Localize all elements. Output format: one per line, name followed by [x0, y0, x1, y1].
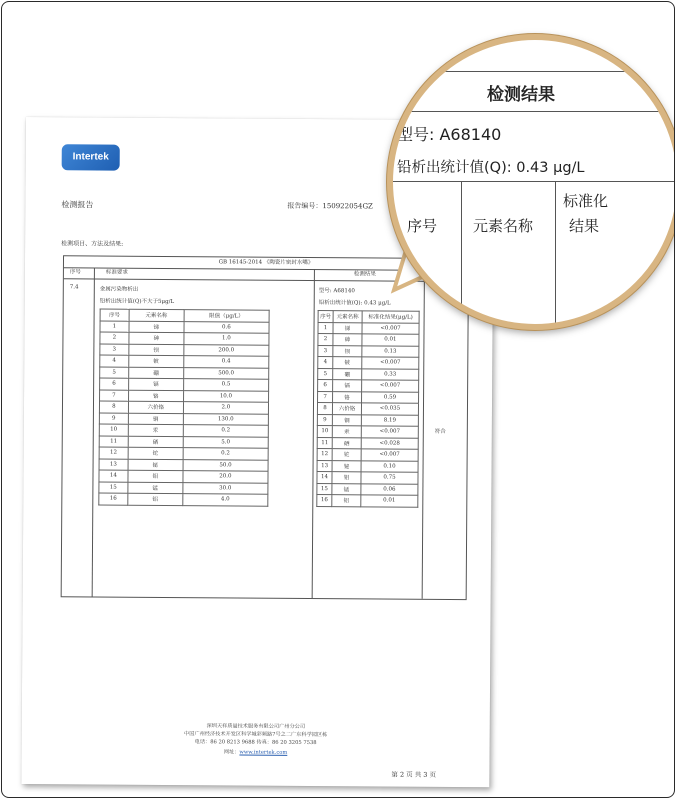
result-cell: 0.01	[361, 495, 418, 507]
result-cell: 铋	[332, 460, 361, 472]
limit-cell: 500.0	[183, 367, 268, 379]
header-seq: 序号	[69, 269, 81, 276]
mag-col-element: 元素名称	[473, 217, 534, 235]
result-cell: 13	[317, 460, 332, 472]
limit-cell: 镉	[128, 378, 183, 390]
limit-cell: 钡	[129, 344, 184, 356]
result-cell: 3	[318, 345, 333, 357]
result-cell: 2	[318, 334, 333, 346]
report-number: 报告编号：150922054GZ	[287, 201, 373, 211]
website-link[interactable]: www.intertek.com	[239, 749, 288, 756]
limit-cell: 0.6	[184, 321, 269, 333]
result-cell: 砷	[333, 334, 362, 346]
limit-cell: 硼	[128, 367, 183, 379]
result-cell: <0.007	[362, 380, 419, 392]
result-cell: 15	[317, 483, 332, 495]
result-cell: 0.75	[361, 472, 418, 484]
limit-cell: 砷	[129, 332, 184, 344]
item-name: 金属污染物析出	[99, 286, 139, 293]
mag-model: 型号: A68140	[397, 125, 502, 144]
limit-cell: 4.0	[183, 494, 268, 506]
limit-header-cell: 序号	[100, 309, 129, 321]
limit-cell: 0.2	[183, 425, 268, 437]
mag-title: 检测结果	[487, 85, 555, 105]
limit-cell: 锑	[129, 321, 184, 333]
mag-divider	[393, 181, 675, 182]
limit-cell: 六价铬	[128, 401, 183, 413]
result-cell: 9	[317, 414, 332, 426]
result-cell: <0.007	[361, 426, 418, 438]
result-header-cell: 标准化结果(μg/L)	[362, 311, 419, 323]
mag-lead-stat: 铅析出统计值(Q): 0.43 μg/L	[397, 160, 585, 176]
footer-company: 深圳天祥质量技术服务有限公司广州分公司	[206, 723, 306, 730]
result-cell: 8	[317, 403, 332, 415]
limit-cell: 10.0	[183, 390, 268, 402]
result-cell: 钡	[333, 345, 362, 357]
limit-cell: 3	[100, 344, 129, 356]
mag-col-result-a: 标准化	[563, 192, 609, 210]
result-cell: 0.10	[361, 460, 418, 472]
header-result: 检测结果	[353, 271, 376, 278]
limit-cell: 7	[100, 390, 129, 402]
result-cell: 10	[317, 426, 332, 438]
result-cell: 镉	[333, 380, 362, 392]
result-cell: 0.13	[362, 345, 419, 357]
item-number: 7.4	[69, 284, 79, 291]
verdict: 符合	[434, 428, 446, 435]
limit-cell: 9	[99, 413, 128, 425]
limit-cell: 1.0	[184, 333, 269, 345]
result-cell: 11	[317, 437, 332, 449]
limit-cell: 硒	[128, 436, 183, 448]
result-cell: 钼	[332, 472, 361, 484]
model-number: 型号: A68140	[318, 288, 355, 295]
limit-cell: 8	[99, 401, 128, 413]
limit-cell: 4	[100, 355, 129, 367]
result-cell: 铜	[332, 414, 361, 426]
result-cell: 12	[317, 449, 332, 461]
screenshot-frame	[1, 1, 675, 798]
page-info: 第 2 页 共 3 页	[391, 770, 437, 779]
limit-cell: 5.0	[183, 436, 268, 448]
section-subtitle: 检测项目、方法及结果:	[61, 240, 124, 248]
limit-cell: 200.0	[184, 344, 269, 356]
limit-cell: 0.4	[184, 356, 269, 368]
limit-cell: 铍	[128, 355, 183, 367]
result-cell: 六价铬	[333, 403, 362, 415]
mag-divider	[393, 111, 675, 112]
limit-cell: 铬	[128, 390, 183, 402]
limit-cell: 钼	[128, 470, 183, 482]
standard-title: GB 16145-2014 《陶瓷片密封水嘴》	[64, 256, 468, 271]
limit-cell: 铋	[128, 459, 183, 471]
limit-cell: 15	[99, 482, 128, 494]
requirement-line: 铅析出统计值(Q)不大于5μg/L	[99, 298, 175, 306]
limit-header-cell: 限值（μg/L）	[184, 310, 269, 322]
result-cell: 硼	[333, 368, 362, 380]
limit-cell: 50.0	[183, 459, 268, 471]
result-cell: 1	[318, 322, 333, 334]
result-cell: 7	[318, 391, 333, 403]
limit-cell: 1	[100, 321, 129, 333]
result-cell: <0.007	[362, 322, 419, 334]
limit-cell: 16	[99, 493, 128, 505]
limit-cell: 20.0	[183, 471, 268, 483]
intertek-logo: Intertek	[62, 144, 120, 170]
limit-cell: 0.2	[183, 448, 268, 460]
footer-website-label: 网址：	[223, 749, 240, 756]
limit-cell: 13	[99, 459, 128, 471]
lead-statistic: 铅析出统计值(Q): 0.43 μg/L	[318, 300, 391, 307]
result-cell: 4	[318, 357, 333, 369]
limit-cell: 2.0	[183, 402, 268, 414]
footer-address: 中国广州经济技术开发区科学城彩频路7号之二广东科学园区栋	[183, 731, 328, 739]
mag-col-line	[461, 181, 462, 330]
result-cell: 锰	[332, 483, 361, 495]
result-cell: 14	[317, 472, 332, 484]
limit-cell: 铜	[128, 413, 183, 425]
limit-cell: 12	[99, 447, 128, 459]
result-cell: <0.028	[361, 437, 418, 449]
result-cell: 铊	[332, 449, 361, 461]
result-cell: 硒	[332, 437, 361, 449]
result-cell: 铝	[332, 495, 361, 507]
result-header-cell: 序号	[318, 311, 333, 323]
result-cell: 0.06	[361, 483, 418, 495]
result-cell: 0.33	[362, 368, 419, 380]
magnifier-callout	[387, 34, 675, 330]
doc-title: 检测报告	[61, 200, 94, 210]
limit-cell: 铊	[128, 447, 183, 459]
result-cell: 16	[317, 495, 332, 507]
result-cell: 6	[318, 380, 333, 392]
result-cell: 0.01	[362, 334, 419, 346]
limit-cell: 0.5	[183, 379, 268, 391]
mag-divider	[393, 71, 675, 72]
mag-col-seq: 序号	[407, 217, 438, 235]
limit-cell: 6	[100, 378, 129, 390]
result-cell: 铍	[333, 357, 362, 369]
limit-cell: 130.0	[183, 413, 268, 425]
result-cell: 5	[318, 368, 333, 380]
limit-cell: 铝	[128, 493, 183, 505]
limit-cell: 30.0	[183, 482, 268, 494]
mag-col-line	[555, 181, 556, 330]
result-cell: <0.035	[361, 403, 418, 415]
result-cell: <0.007	[362, 357, 419, 369]
limit-cell: 锰	[128, 482, 183, 494]
footer-phone: 电话：86 20 8213 9688 传真：86 20 3205 7538	[194, 739, 317, 747]
result-cell: 8.19	[361, 414, 418, 426]
mag-col-result-b: 结果	[569, 217, 600, 235]
result-cell: 0.59	[361, 391, 418, 403]
result-cell: <0.007	[361, 449, 418, 461]
limit-cell: 2	[100, 332, 129, 344]
result-cell: 铬	[333, 391, 362, 403]
limit-cell: 5	[100, 367, 129, 379]
limit-cell: 11	[99, 436, 128, 448]
result-cell: 锑	[333, 322, 362, 334]
limit-cell: 14	[99, 470, 128, 482]
header-requirement: 标准要求	[105, 269, 128, 276]
limit-header-cell: 元素名称	[129, 309, 184, 321]
limit-cell: 汞	[128, 424, 183, 436]
result-header-cell: 元素名称	[333, 311, 362, 323]
result-cell: 汞	[332, 426, 361, 438]
limit-cell: 10	[99, 424, 128, 436]
